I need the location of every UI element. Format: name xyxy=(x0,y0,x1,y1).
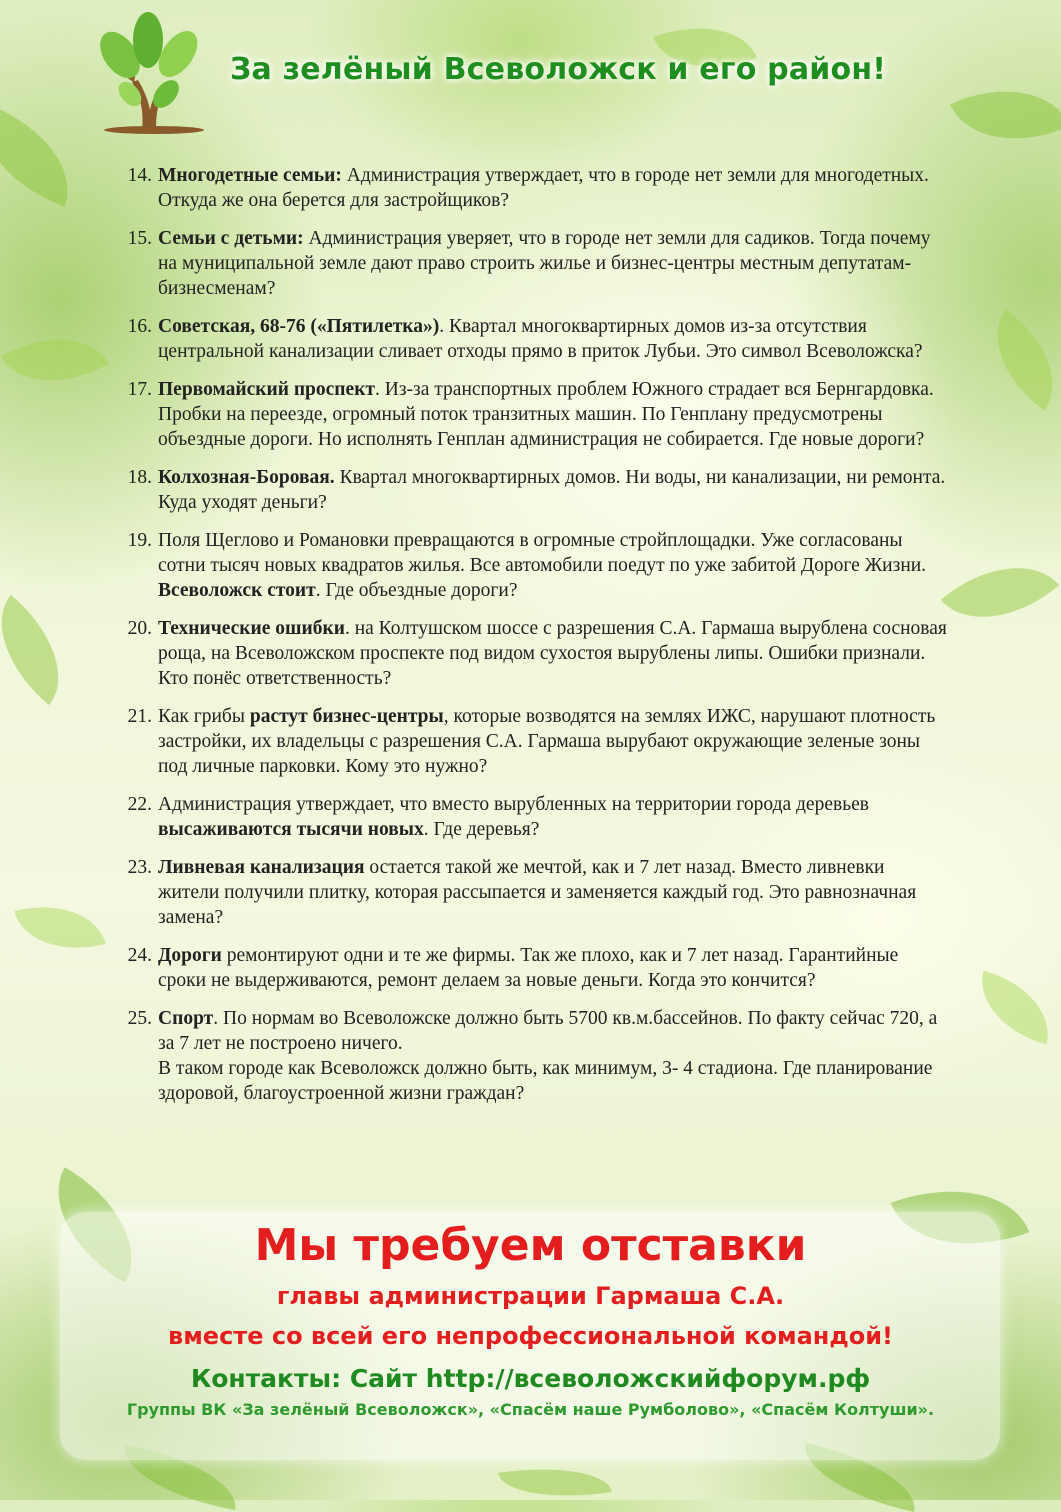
tree-hand-logo-icon xyxy=(82,10,212,135)
list-item: 20. Технические ошибки. на Колтушском шоссе с разрешения С.А. Гармаша вырублена сосновая роща, на Всеволожском проспекте под видом сухостоя вырублены липы. Ошибки признали. Кто понёс ответственность? xyxy=(127,618,947,689)
list-item: 25. Спорт. По нормам во Всеволожске должно быть 5700 кв.м.бассейнов. По факту сейчас 720, а за 7 лет не построено ничего. В таком городе как Всеволожск должно быть, как минимум, 3- 4 стадиона. Где планирование здоровой, благоустроенной жизни граждан? xyxy=(127,1008,938,1104)
questions-list xyxy=(118,163,948,1119)
list-item: 22. Администрация утверждает, что вместо вырубленных на территории города деревьев высаживаются тысячи новых. Где деревья? xyxy=(127,794,869,840)
list-item: 14. Многодетные семьи: Администрация утверждает, что в городе нет земли для многодетных. Откуда же она берется для застройщиков? xyxy=(127,165,929,211)
vk-groups-line: Группы ВК «За зелёный Всеволожск», «Спасём наше Румболово», «Спасём Колтуши». xyxy=(126,1400,935,1419)
demand-line-2: вместе со всей его непрофессиональной командой! xyxy=(168,1322,893,1350)
list-item: 15. Семьи с детьми: Администрация уверяет, что в городе нет земли для садиков. Тогда почему на муниципальной земле дают право строить жилье и бизнес-центры местным депутатам-бизнесменам? xyxy=(127,228,931,299)
list-item: 24. Дороги ремонтируют одни и те же фирмы. Так же плохо, как и 7 лет назад. Гарантийные сроки не выдерживаются, ремонт делаем за новые деньги. Когда это кончится? xyxy=(127,945,899,991)
list-item: 21. Как грибы растут бизнес-центры, которые возводятся на землях ИЖС, нарушают плотность застройки, их владельцы с разрешения С.А. Гармаша вырубают окружающие зеленые зоны под личные парковки. Кому это нужно? xyxy=(127,706,936,777)
list-item: 17. Первомайский проспект. Из-за транспортных проблем Южного страдает вся Бернгардовка. Пробки на переезде, огромный поток транзитных машин. По Генплану предусмотрены объездные дороги. Но исполнять Генплан администрация не собирается. Где новые дороги? xyxy=(127,379,934,450)
contacts-line: Контакты: Сайт http://всеволожскийфорум.рф xyxy=(190,1364,871,1393)
demand-line-1: главы администрации Гармаша С.А. xyxy=(276,1282,785,1310)
list-item: 18. Колхозная-Боровая. Квартал многоквартирных домов. Ни воды, ни канализации, ни ремонта. Куда уходят деньги? xyxy=(127,467,946,513)
page-title: За зелёный Всеволожск и его район! xyxy=(230,52,887,87)
list-item: 19. Поля Щеглово и Романовки превращаются в огромные стройплощадки. Уже согласованы сотни тысяч новых квадратов жилья. Все автомобили поедут по уже забитой Дороге Жизни. Всеволожск стоит. Где объездные дороги? xyxy=(127,530,927,601)
list-item: 23. Ливневая канализация остается такой же мечтой, как и 7 лет назад. Вместо ливневки жители получили плитку, которая рассыпается и заменяется каждый год. Это равнозначная замена? xyxy=(127,857,917,928)
demand-headline: Мы требуем отставки xyxy=(254,1220,807,1271)
list-item: 16. Советская, 68-76 («Пятилетка»). Квартал многоквартирных домов из-за отсутствия центральной канализации сливает отходы прямо в приток Лубьи. Это символ Всеволожска? xyxy=(127,316,923,362)
